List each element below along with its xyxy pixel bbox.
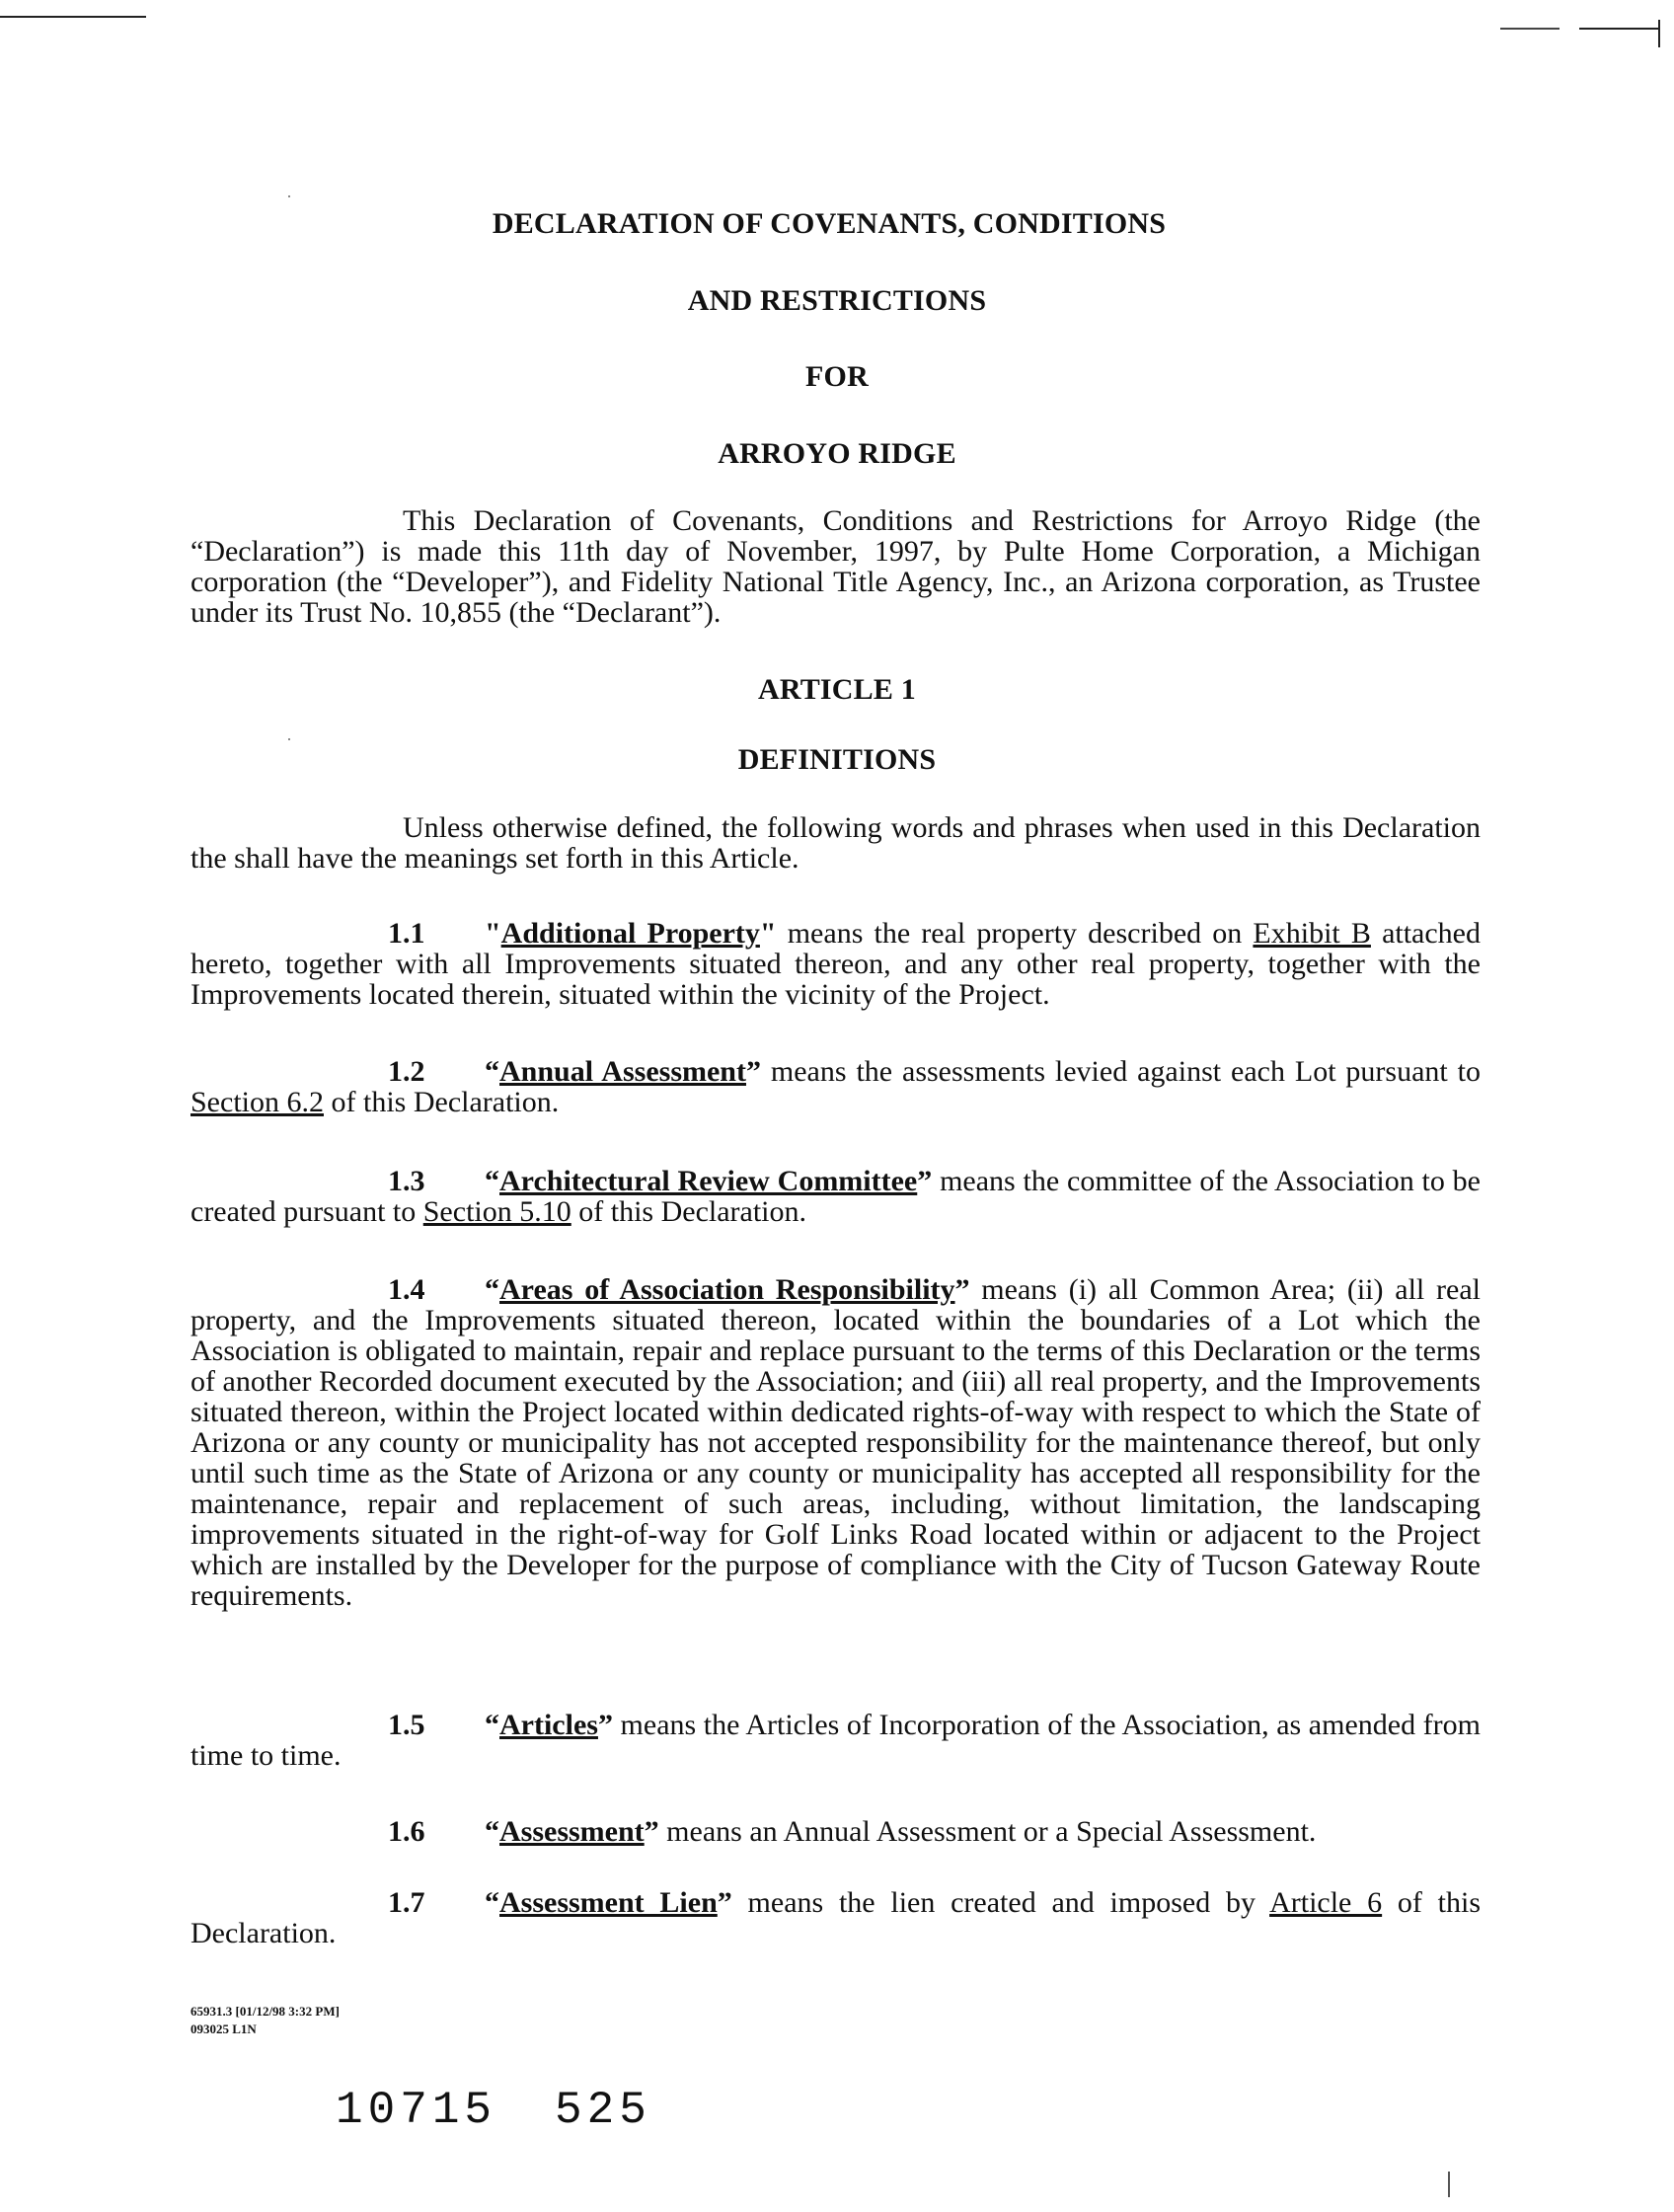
scan-speck	[288, 195, 290, 197]
title-line-3: FOR	[805, 360, 869, 393]
definition-1-6: 1.6 “Assessment” means an Annual Assessment or a Special Assessment.	[388, 1815, 1317, 1848]
article-title: DEFINITIONS	[737, 743, 937, 776]
definition-number: 1.2	[388, 1055, 425, 1088]
definition-number: 1.7	[388, 1886, 425, 1919]
scan-speck	[288, 738, 290, 740]
definition-1-5: 1.5 “Articles” means the Articles of Incorporation of the Association, as amended from time to time.	[190, 1709, 1481, 1772]
definition-number: 1.1	[388, 917, 425, 950]
definition-1-4: 1.4 “Areas of Association Responsibility” means (i) all Common Area; (ii) all real property, and the Improvements situated thereon, located within the boundaries of a Lot which the Association is obligated to maintain, repair and replace pursuant to the terms of this Declaration or the terms of another Recorded document executed by the Association; and (iii) all real property, and the Improvements situated thereon, within the Project located within dedicated rights-of-way with respect to which the State of Arizona or any county or municipality has not accepted responsibility for the maintenance thereof, but only until such time as the State of Arizona or any county or municipality has accepted all responsibility for the maintenance, repair and replacement of such areas, including, without limitation, the landscaping improvements situated in the right-of-way for Golf Links Road located within or adjacent to the Project which are installed by the Developer for the purpose of compliance with the City of Tucson Gateway Route requirements.	[190, 1273, 1481, 1612]
scan-edge-mark	[1658, 20, 1660, 47]
defined-term: Areas of Association Responsibility	[499, 1273, 955, 1306]
defined-term: Additional Property	[500, 917, 760, 950]
definition-number: 1.3	[388, 1165, 425, 1197]
cross-reference: Section 6.2	[190, 1086, 324, 1118]
scan-edge-mark	[1579, 28, 1658, 30]
defined-term: Assessment	[499, 1815, 645, 1848]
defined-term: Assessment Lien	[499, 1886, 718, 1919]
document-id: 65931.3 [01/12/98 3:32 PM]	[190, 2004, 340, 2019]
title-line-1: DECLARATION OF COVENANTS, CONDITIONS	[492, 207, 1167, 240]
article-lead-text: Unless otherwise defined, the following words and phrases when used in this Declaration the shall have the meanings set forth in this Article.	[190, 811, 1481, 875]
definition-number: 1.4	[388, 1273, 425, 1306]
title-line-2: AND RESTRICTIONS	[687, 284, 987, 317]
article-number: ARTICLE 1	[758, 673, 916, 706]
definition-1-7: 1.7 “Assessment Lien” means the lien created and imposed by Article 6 of this Declaration.	[190, 1886, 1482, 1949]
definition-number: 1.6	[388, 1815, 425, 1848]
intro-text: This Declaration of Covenants, Conditions and Restrictions for Arroyo Ridge (the “Declaration”) is made this 11th day of November, 1997, by Pulte Home Corporation, a Michigan corporation (the “Developer”), and Fidelity National Title Agency, Inc., an Arizona corporation, as Trustee under its Trust No. 10,855 (the “Declarant”).	[190, 504, 1481, 629]
cross-reference: Exhibit B	[1253, 917, 1371, 950]
title-line-4: ARROYO RIDGE	[718, 437, 956, 470]
book-number: 10715	[336, 2085, 497, 2136]
defined-term: Articles	[499, 1709, 598, 1741]
cross-reference: Article 6	[1269, 1886, 1383, 1919]
scan-edge-mark	[0, 16, 146, 18]
definition-1-3: 1.3 “Architectural Review Committee” means the committee of the Association to be created pursuant to Section 5.10 of this Declaration.	[190, 1165, 1481, 1228]
cross-reference: Section 5.10	[422, 1195, 571, 1228]
page-number: 525	[555, 2085, 651, 2136]
scan-edge-mark	[1448, 2172, 1450, 2197]
defined-term: Annual Assessment	[499, 1055, 746, 1088]
definition-1-2: 1.2 “Annual Assessment” means the assessments levied against each Lot pursuant to Section 6.2 of this Declaration.	[190, 1055, 1481, 1118]
intro-paragraph	[190, 505, 1481, 628]
document-code: 093025 L1N	[190, 2021, 257, 2036]
definition-number: 1.5	[388, 1709, 425, 1741]
scan-edge-mark	[1500, 28, 1560, 30]
article-lead-paragraph	[190, 812, 1481, 874]
defined-term: Architectural Review Committee	[499, 1165, 918, 1197]
definition-1-1: 1.1 "Additional Property" means the real property described on Exhibit B attached hereto, together with all Improvements situated thereon, and any other real property, together with the Improvements located therein, situated within the vicinity of the Project.	[190, 917, 1481, 1011]
